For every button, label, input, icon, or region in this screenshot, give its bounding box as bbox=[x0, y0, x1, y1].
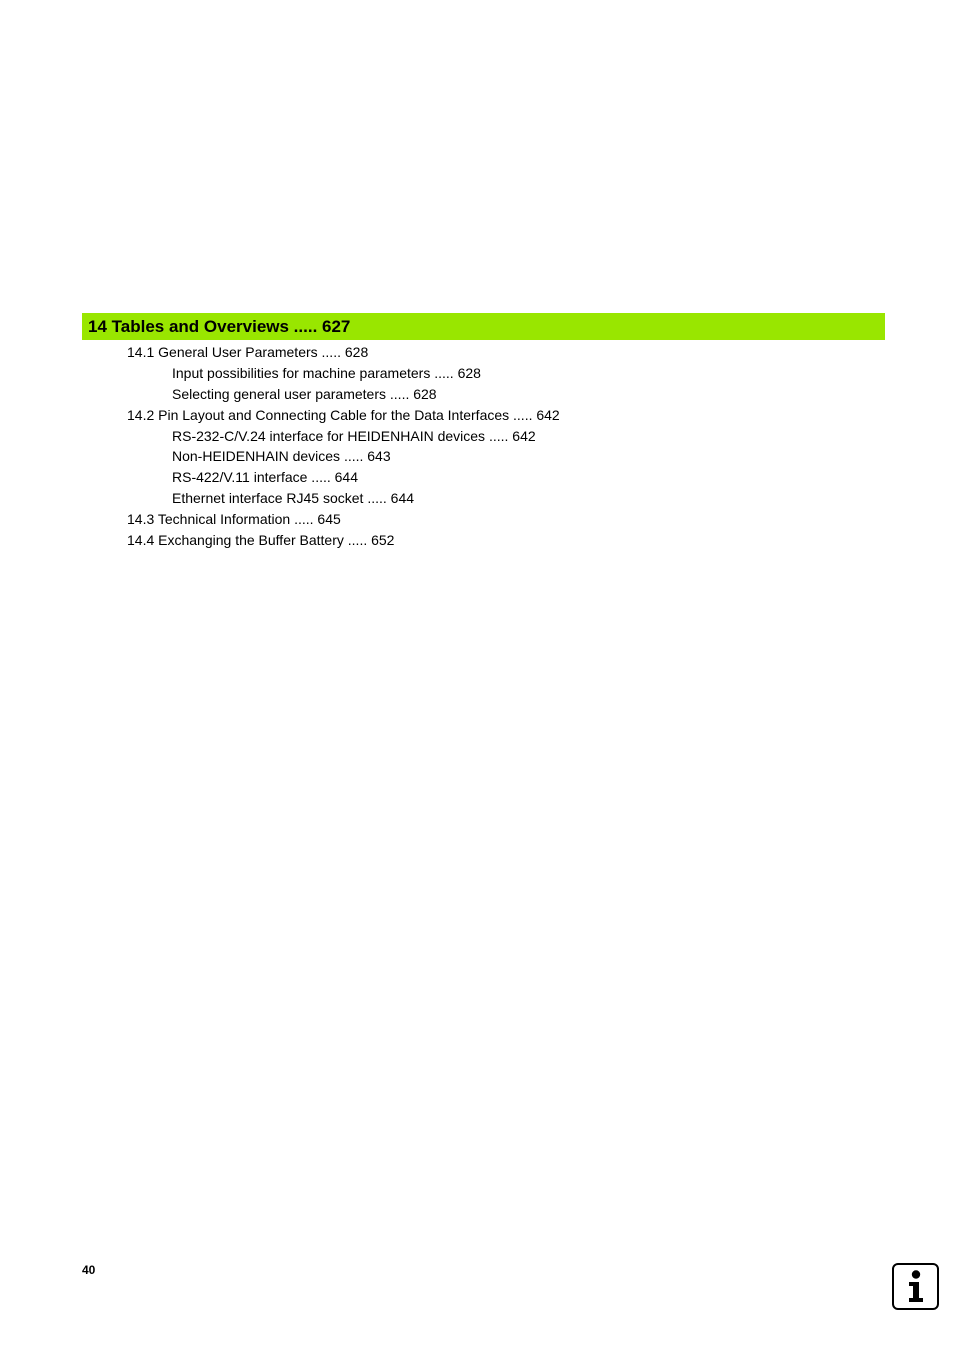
toc-entry-rs422[interactable]: RS-422/V.11 interface ..... 644 bbox=[172, 469, 359, 485]
toc-entry-14-1[interactable]: 14.1 General User Parameters ..... 628 bbox=[127, 344, 369, 360]
toc-entry-14-3[interactable]: 14.3 Technical Information ..... 645 bbox=[127, 511, 341, 527]
toc-entry-non-heidenhain[interactable]: Non-HEIDENHAIN devices ..... 643 bbox=[172, 448, 391, 464]
toc-entry-selecting-parameters[interactable]: Selecting general user parameters ..... 628 bbox=[172, 386, 437, 402]
toc-entry-14-4[interactable]: 14.4 Exchanging the Buffer Battery ..... 652 bbox=[127, 532, 395, 548]
chapter-title[interactable]: 14 Tables and Overviews ..... 627 bbox=[88, 317, 351, 336]
page-number: 40 bbox=[82, 1263, 96, 1277]
toc-entry-input-possibilities[interactable]: Input possibilities for machine parameters ..... 628 bbox=[172, 365, 481, 381]
chapter-heading-bar bbox=[82, 313, 885, 340]
toc-entry-14-2[interactable]: 14.2 Pin Layout and Connecting Cable for the Data Interfaces ..... 642 bbox=[127, 407, 560, 423]
info-icon bbox=[892, 1263, 939, 1310]
toc-entry-ethernet[interactable]: Ethernet interface RJ45 socket ..... 644 bbox=[172, 490, 415, 506]
toc-entry-rs232[interactable]: RS-232-C/V.24 interface for HEIDENHAIN devices ..... 642 bbox=[172, 428, 536, 444]
